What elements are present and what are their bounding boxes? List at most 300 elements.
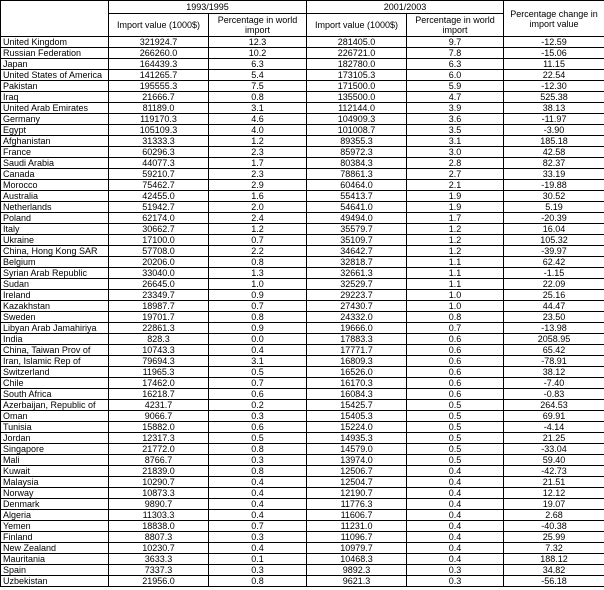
- import-value-2001-2003-cell: 182780.0: [307, 59, 407, 70]
- import-value-1993-1995-cell: 59210.7: [109, 169, 209, 180]
- header-import-value-2001-2003: Import value (1000$): [307, 14, 407, 37]
- country-cell: Iran, Islamic Rep of: [1, 356, 109, 367]
- table-row: [1, 59, 604, 70]
- pct-world-2001-2003-cell: 3.1: [407, 136, 504, 147]
- pct-world-1993-1995-cell: 10.2: [209, 48, 307, 59]
- import-value-1993-1995-cell: 21956.0: [109, 576, 209, 587]
- import-value-1993-1995-cell: 17462.0: [109, 378, 209, 389]
- import-value-2001-2003-cell: 13974.0: [307, 455, 407, 466]
- pct-world-1993-1995-cell: 0.8: [209, 312, 307, 323]
- pct-world-2001-2003-cell: 3.9: [407, 103, 504, 114]
- pct-change-cell: -19.88: [504, 180, 604, 191]
- pct-change-cell: 11.15: [504, 59, 604, 70]
- pct-world-1993-1995-cell: 0.4: [209, 499, 307, 510]
- import-value-1993-1995-cell: 8766.7: [109, 455, 209, 466]
- pct-world-2001-2003-cell: 0.4: [407, 488, 504, 499]
- table-row: [1, 521, 604, 532]
- table-row: [1, 37, 604, 48]
- pct-change-cell: -78.91: [504, 356, 604, 367]
- import-value-1993-1995-cell: 119170.3: [109, 114, 209, 125]
- pct-world-1993-1995-cell: 0.4: [209, 488, 307, 499]
- pct-change-cell: -0.83: [504, 389, 604, 400]
- pct-change-cell: 2058.95: [504, 334, 604, 345]
- table-row: [1, 136, 604, 147]
- table-row: [1, 477, 604, 488]
- import-value-1993-1995-cell: 12317.3: [109, 433, 209, 444]
- import-value-2001-2003-cell: 10468.3: [307, 554, 407, 565]
- import-value-1993-1995-cell: 10290.7: [109, 477, 209, 488]
- import-value-2001-2003-cell: 16170.3: [307, 378, 407, 389]
- pct-change-cell: 33.19: [504, 169, 604, 180]
- import-value-2001-2003-cell: 9892.3: [307, 565, 407, 576]
- pct-world-1993-1995-cell: 1.7: [209, 158, 307, 169]
- import-value-2001-2003-cell: 11096.7: [307, 532, 407, 543]
- import-value-2001-2003-cell: 14579.0: [307, 444, 407, 455]
- header-group-row: [1, 1, 604, 14]
- table-row: [1, 334, 604, 345]
- import-value-1993-1995-cell: 10230.7: [109, 543, 209, 554]
- table-row: [1, 499, 604, 510]
- header-import-value-1993-1995: Import value (1000$): [109, 14, 209, 37]
- header-country-blank: [1, 1, 109, 37]
- pct-world-2001-2003-cell: 3.5: [407, 125, 504, 136]
- pct-change-cell: -15.06: [504, 48, 604, 59]
- pct-world-2001-2003-cell: 0.6: [407, 389, 504, 400]
- import-value-2001-2003-cell: 32661.3: [307, 268, 407, 279]
- import-value-1993-1995-cell: 22861.3: [109, 323, 209, 334]
- pct-world-1993-1995-cell: 0.8: [209, 576, 307, 587]
- pct-change-cell: 21.51: [504, 477, 604, 488]
- import-value-2001-2003-cell: 173105.3: [307, 70, 407, 81]
- pct-world-1993-1995-cell: 4.0: [209, 125, 307, 136]
- country-cell: Azerbaijan, Republic of: [1, 400, 109, 411]
- pct-change-cell: 525.38: [504, 92, 604, 103]
- pct-world-2001-2003-cell: 1.2: [407, 246, 504, 257]
- import-value-1993-1995-cell: 10873.3: [109, 488, 209, 499]
- import-value-1993-1995-cell: 75462.7: [109, 180, 209, 191]
- table-row: [1, 466, 604, 477]
- header-period-1993-1995: 1993/1995: [109, 1, 307, 14]
- table-row: [1, 444, 604, 455]
- import-value-1993-1995-cell: 11965.3: [109, 367, 209, 378]
- import-value-1993-1995-cell: 42455.0: [109, 191, 209, 202]
- pct-world-1993-1995-cell: 2.3: [209, 169, 307, 180]
- import-value-2001-2003-cell: 15425.7: [307, 400, 407, 411]
- country-cell: Uzbekistan: [1, 576, 109, 587]
- country-cell: Mauritania: [1, 554, 109, 565]
- import-value-1993-1995-cell: 4231.7: [109, 400, 209, 411]
- import-value-2001-2003-cell: 60464.0: [307, 180, 407, 191]
- country-cell: China, Hong Kong SAR: [1, 246, 109, 257]
- pct-world-2001-2003-cell: 3.0: [407, 147, 504, 158]
- table-row: [1, 488, 604, 499]
- pct-world-2001-2003-cell: 0.4: [407, 466, 504, 477]
- table-row: [1, 235, 604, 246]
- import-value-1993-1995-cell: 9066.7: [109, 411, 209, 422]
- country-cell: Spain: [1, 565, 109, 576]
- table-row: [1, 345, 604, 356]
- table-row: [1, 389, 604, 400]
- table-row: [1, 301, 604, 312]
- pct-world-1993-1995-cell: 0.0: [209, 334, 307, 345]
- pct-change-cell: 65.42: [504, 345, 604, 356]
- table-row: [1, 48, 604, 59]
- pct-world-1993-1995-cell: 2.9: [209, 180, 307, 191]
- country-cell: Afghanistan: [1, 136, 109, 147]
- country-cell: China, Taiwan Prov of: [1, 345, 109, 356]
- pct-world-1993-1995-cell: 0.3: [209, 532, 307, 543]
- pct-world-2001-2003-cell: 0.5: [407, 433, 504, 444]
- import-value-1993-1995-cell: 23349.7: [109, 290, 209, 301]
- import-value-2001-2003-cell: 17771.7: [307, 345, 407, 356]
- pct-world-1993-1995-cell: 0.9: [209, 323, 307, 334]
- country-cell: Mali: [1, 455, 109, 466]
- country-cell: South Africa: [1, 389, 109, 400]
- import-value-2001-2003-cell: 27430.7: [307, 301, 407, 312]
- import-value-1993-1995-cell: 19701.7: [109, 312, 209, 323]
- pct-world-1993-1995-cell: 0.8: [209, 257, 307, 268]
- import-value-1993-1995-cell: 60296.3: [109, 147, 209, 158]
- import-value-1993-1995-cell: 3633.3: [109, 554, 209, 565]
- import-value-1993-1995-cell: 20206.0: [109, 257, 209, 268]
- pct-world-2001-2003-cell: 0.4: [407, 532, 504, 543]
- import-value-1993-1995-cell: 15882.0: [109, 422, 209, 433]
- country-cell: Italy: [1, 224, 109, 235]
- pct-world-1993-1995-cell: 0.4: [209, 345, 307, 356]
- import-value-2001-2003-cell: 12504.7: [307, 477, 407, 488]
- import-value-1993-1995-cell: 21839.0: [109, 466, 209, 477]
- pct-change-cell: 59.40: [504, 455, 604, 466]
- pct-world-1993-1995-cell: 0.7: [209, 378, 307, 389]
- country-cell: Norway: [1, 488, 109, 499]
- pct-change-cell: 19.07: [504, 499, 604, 510]
- pct-change-cell: 264.53: [504, 400, 604, 411]
- pct-world-2001-2003-cell: 1.1: [407, 268, 504, 279]
- pct-world-2001-2003-cell: 7.8: [407, 48, 504, 59]
- import-value-2001-2003-cell: 171500.0: [307, 81, 407, 92]
- pct-change-cell: 30.52: [504, 191, 604, 202]
- pct-change-cell: 25.99: [504, 532, 604, 543]
- pct-change-cell: 5.19: [504, 202, 604, 213]
- import-value-2001-2003-cell: 35579.7: [307, 224, 407, 235]
- pct-change-cell: -20.39: [504, 213, 604, 224]
- pct-change-cell: 22.54: [504, 70, 604, 81]
- pct-world-1993-1995-cell: 2.0: [209, 202, 307, 213]
- import-value-1993-1995-cell: 81189.0: [109, 103, 209, 114]
- pct-world-2001-2003-cell: 3.6: [407, 114, 504, 125]
- pct-world-2001-2003-cell: 0.6: [407, 356, 504, 367]
- pct-world-1993-1995-cell: 0.5: [209, 433, 307, 444]
- import-value-1993-1995-cell: 266260.0: [109, 48, 209, 59]
- import-value-1993-1995-cell: 17100.0: [109, 235, 209, 246]
- import-value-2001-2003-cell: 10979.7: [307, 543, 407, 554]
- pct-change-cell: 38.12: [504, 367, 604, 378]
- table-row: [1, 279, 604, 290]
- pct-world-1993-1995-cell: 0.3: [209, 565, 307, 576]
- pct-world-1993-1995-cell: 0.3: [209, 455, 307, 466]
- country-cell: Ukraine: [1, 235, 109, 246]
- pct-change-cell: -7.40: [504, 378, 604, 389]
- import-value-1993-1995-cell: 164439.3: [109, 59, 209, 70]
- import-value-2001-2003-cell: 89355.3: [307, 136, 407, 147]
- pct-world-1993-1995-cell: 4.6: [209, 114, 307, 125]
- import-value-2001-2003-cell: 112144.0: [307, 103, 407, 114]
- import-value-2001-2003-cell: 11606.7: [307, 510, 407, 521]
- import-value-1993-1995-cell: 79694.3: [109, 356, 209, 367]
- import-value-1993-1995-cell: 33040.0: [109, 268, 209, 279]
- pct-change-cell: -13.98: [504, 323, 604, 334]
- import-value-1993-1995-cell: 18987.7: [109, 301, 209, 312]
- pct-world-2001-2003-cell: 1.7: [407, 213, 504, 224]
- table-row: [1, 125, 604, 136]
- pct-world-1993-1995-cell: 0.4: [209, 477, 307, 488]
- pct-world-2001-2003-cell: 0.6: [407, 334, 504, 345]
- import-value-2001-2003-cell: 226721.0: [307, 48, 407, 59]
- import-value-1993-1995-cell: 21666.7: [109, 92, 209, 103]
- country-cell: New Zealand: [1, 543, 109, 554]
- table-body: [1, 37, 604, 587]
- table-row: [1, 378, 604, 389]
- pct-world-2001-2003-cell: 2.7: [407, 169, 504, 180]
- pct-world-2001-2003-cell: 1.9: [407, 191, 504, 202]
- country-cell: United Arab Emirates: [1, 103, 109, 114]
- pct-world-2001-2003-cell: 0.4: [407, 477, 504, 488]
- country-cell: Sweden: [1, 312, 109, 323]
- import-value-1993-1995-cell: 8807.3: [109, 532, 209, 543]
- import-value-1993-1995-cell: 18838.0: [109, 521, 209, 532]
- pct-world-2001-2003-cell: 0.8: [407, 312, 504, 323]
- import-value-2001-2003-cell: 11776.3: [307, 499, 407, 510]
- import-value-1993-1995-cell: 828.3: [109, 334, 209, 345]
- import-value-2001-2003-cell: 85972.3: [307, 147, 407, 158]
- table-row: [1, 323, 604, 334]
- import-value-2001-2003-cell: 15224.0: [307, 422, 407, 433]
- table-row: [1, 422, 604, 433]
- pct-change-cell: -33.04: [504, 444, 604, 455]
- country-cell: Kuwait: [1, 466, 109, 477]
- pct-change-cell: 34.82: [504, 565, 604, 576]
- table-row: [1, 411, 604, 422]
- pct-change-cell: 105.32: [504, 235, 604, 246]
- pct-change-cell: 38.13: [504, 103, 604, 114]
- pct-change-cell: -1.15: [504, 268, 604, 279]
- table-row: [1, 554, 604, 565]
- country-cell: Malaysia: [1, 477, 109, 488]
- table-row: [1, 268, 604, 279]
- pct-world-2001-2003-cell: 5.9: [407, 81, 504, 92]
- table-row: [1, 565, 604, 576]
- pct-world-1993-1995-cell: 0.4: [209, 510, 307, 521]
- pct-world-1993-1995-cell: 0.7: [209, 235, 307, 246]
- import-value-2001-2003-cell: 12506.7: [307, 466, 407, 477]
- country-cell: Sudan: [1, 279, 109, 290]
- import-value-2001-2003-cell: 54641.0: [307, 202, 407, 213]
- table-row: [1, 455, 604, 466]
- country-cell: Tunisia: [1, 422, 109, 433]
- header-period-2001-2003: 2001/2003: [307, 1, 504, 14]
- header-pct-world-2001-2003: Percentage in world import: [407, 14, 504, 37]
- pct-world-2001-2003-cell: 0.5: [407, 455, 504, 466]
- table-row: [1, 246, 604, 257]
- table-row: [1, 114, 604, 125]
- pct-world-1993-1995-cell: 1.0: [209, 279, 307, 290]
- table-row: [1, 224, 604, 235]
- pct-world-1993-1995-cell: 0.3: [209, 411, 307, 422]
- country-cell: Japan: [1, 59, 109, 70]
- pct-world-1993-1995-cell: 2.2: [209, 246, 307, 257]
- import-value-2001-2003-cell: 14935.3: [307, 433, 407, 444]
- pct-change-cell: -12.59: [504, 37, 604, 48]
- import-value-1993-1995-cell: 105109.3: [109, 125, 209, 136]
- import-value-2001-2003-cell: 16526.0: [307, 367, 407, 378]
- import-value-2001-2003-cell: 101008.7: [307, 125, 407, 136]
- import-value-2001-2003-cell: 135500.0: [307, 92, 407, 103]
- pct-change-cell: 23.50: [504, 312, 604, 323]
- pct-change-cell: -39.97: [504, 246, 604, 257]
- table-row: [1, 433, 604, 444]
- country-cell: Jordan: [1, 433, 109, 444]
- pct-world-2001-2003-cell: 1.2: [407, 224, 504, 235]
- import-value-2001-2003-cell: 32529.7: [307, 279, 407, 290]
- import-value-2001-2003-cell: 55413.7: [307, 191, 407, 202]
- table-row: [1, 147, 604, 158]
- import-value-1993-1995-cell: 51942.7: [109, 202, 209, 213]
- pct-world-2001-2003-cell: 1.1: [407, 279, 504, 290]
- country-cell: India: [1, 334, 109, 345]
- pct-world-2001-2003-cell: 0.4: [407, 543, 504, 554]
- pct-change-cell: 69.91: [504, 411, 604, 422]
- pct-world-2001-2003-cell: 6.3: [407, 59, 504, 70]
- import-value-1993-1995-cell: 321924.7: [109, 37, 209, 48]
- pct-change-cell: 12.12: [504, 488, 604, 499]
- pct-world-2001-2003-cell: 0.6: [407, 345, 504, 356]
- import-value-2001-2003-cell: 16084.3: [307, 389, 407, 400]
- table-row: [1, 400, 604, 411]
- import-value-1993-1995-cell: 21772.0: [109, 444, 209, 455]
- import-value-1993-1995-cell: 31333.3: [109, 136, 209, 147]
- pct-change-cell: -40.38: [504, 521, 604, 532]
- import-value-1993-1995-cell: 44077.3: [109, 158, 209, 169]
- pct-change-cell: 2.68: [504, 510, 604, 521]
- pct-change-cell: -4.14: [504, 422, 604, 433]
- pct-world-1993-1995-cell: 1.3: [209, 268, 307, 279]
- table-row: [1, 356, 604, 367]
- pct-change-cell: 188.12: [504, 554, 604, 565]
- country-cell: Yemen: [1, 521, 109, 532]
- pct-world-2001-2003-cell: 4.7: [407, 92, 504, 103]
- country-cell: Libyan Arab Jamahiriya: [1, 323, 109, 334]
- pct-change-cell: -11.97: [504, 114, 604, 125]
- pct-change-cell: 62.42: [504, 257, 604, 268]
- table-row: [1, 202, 604, 213]
- pct-world-2001-2003-cell: 0.3: [407, 565, 504, 576]
- country-cell: Russian Federation: [1, 48, 109, 59]
- country-cell: Oman: [1, 411, 109, 422]
- table-row: [1, 158, 604, 169]
- import-value-2001-2003-cell: 80384.3: [307, 158, 407, 169]
- pct-change-cell: 7.32: [504, 543, 604, 554]
- table-row: [1, 70, 604, 81]
- pct-world-1993-1995-cell: 0.9: [209, 290, 307, 301]
- import-value-2001-2003-cell: 19666.0: [307, 323, 407, 334]
- pct-world-2001-2003-cell: 1.0: [407, 290, 504, 301]
- country-cell: Denmark: [1, 499, 109, 510]
- pct-world-2001-2003-cell: 0.4: [407, 554, 504, 565]
- country-cell: United States of America: [1, 70, 109, 81]
- country-cell: Switzerland: [1, 367, 109, 378]
- import-value-2001-2003-cell: 15405.3: [307, 411, 407, 422]
- import-value-2001-2003-cell: 12190.7: [307, 488, 407, 499]
- country-cell: France: [1, 147, 109, 158]
- import-value-1993-1995-cell: 9890.7: [109, 499, 209, 510]
- import-value-1993-1995-cell: 16218.7: [109, 389, 209, 400]
- pct-change-cell: 185.18: [504, 136, 604, 147]
- country-cell: Iraq: [1, 92, 109, 103]
- import-value-1993-1995-cell: 62174.0: [109, 213, 209, 224]
- pct-world-1993-1995-cell: 5.4: [209, 70, 307, 81]
- pct-world-1993-1995-cell: 1.2: [209, 224, 307, 235]
- import-value-1993-1995-cell: 30662.7: [109, 224, 209, 235]
- import-value-2001-2003-cell: 32818.7: [307, 257, 407, 268]
- pct-world-2001-2003-cell: 0.5: [407, 422, 504, 433]
- country-cell: Ireland: [1, 290, 109, 301]
- pct-world-1993-1995-cell: 0.1: [209, 554, 307, 565]
- table-row: [1, 169, 604, 180]
- pct-world-2001-2003-cell: 0.5: [407, 400, 504, 411]
- pct-world-2001-2003-cell: 1.0: [407, 301, 504, 312]
- import-value-2001-2003-cell: 16809.3: [307, 356, 407, 367]
- pct-world-2001-2003-cell: 0.4: [407, 499, 504, 510]
- table-row: [1, 576, 604, 587]
- import-value-1993-1995-cell: 10743.3: [109, 345, 209, 356]
- import-value-2001-2003-cell: 29223.7: [307, 290, 407, 301]
- country-cell: Saudi Arabia: [1, 158, 109, 169]
- table-row: [1, 290, 604, 301]
- pct-world-1993-1995-cell: 0.5: [209, 367, 307, 378]
- country-cell: Belgium: [1, 257, 109, 268]
- pct-change-cell: -12.30: [504, 81, 604, 92]
- import-value-2001-2003-cell: 9621.3: [307, 576, 407, 587]
- table-row: [1, 257, 604, 268]
- import-value-1993-1995-cell: 26645.0: [109, 279, 209, 290]
- country-cell: Morocco: [1, 180, 109, 191]
- pct-world-1993-1995-cell: 3.1: [209, 356, 307, 367]
- pct-change-cell: -3.90: [504, 125, 604, 136]
- country-cell: Algeria: [1, 510, 109, 521]
- import-value-1993-1995-cell: 7337.3: [109, 565, 209, 576]
- pct-world-1993-1995-cell: 0.8: [209, 466, 307, 477]
- pct-change-cell: 44.47: [504, 301, 604, 312]
- pct-world-2001-2003-cell: 0.4: [407, 521, 504, 532]
- pct-world-2001-2003-cell: 0.5: [407, 411, 504, 422]
- pct-world-1993-1995-cell: 0.6: [209, 422, 307, 433]
- table-row: [1, 312, 604, 323]
- pct-world-2001-2003-cell: 0.3: [407, 576, 504, 587]
- pct-world-1993-1995-cell: 3.1: [209, 103, 307, 114]
- table-header: [1, 1, 604, 37]
- import-value-2001-2003-cell: 104909.3: [307, 114, 407, 125]
- country-cell: Pakistan: [1, 81, 109, 92]
- country-cell: United Kingdom: [1, 37, 109, 48]
- table-row: [1, 543, 604, 554]
- import-value-1993-1995-cell: 195555.3: [109, 81, 209, 92]
- pct-world-2001-2003-cell: 0.6: [407, 367, 504, 378]
- table-row: [1, 103, 604, 114]
- country-cell: Canada: [1, 169, 109, 180]
- pct-world-1993-1995-cell: 12.3: [209, 37, 307, 48]
- pct-world-1993-1995-cell: 0.2: [209, 400, 307, 411]
- pct-world-1993-1995-cell: 0.7: [209, 521, 307, 532]
